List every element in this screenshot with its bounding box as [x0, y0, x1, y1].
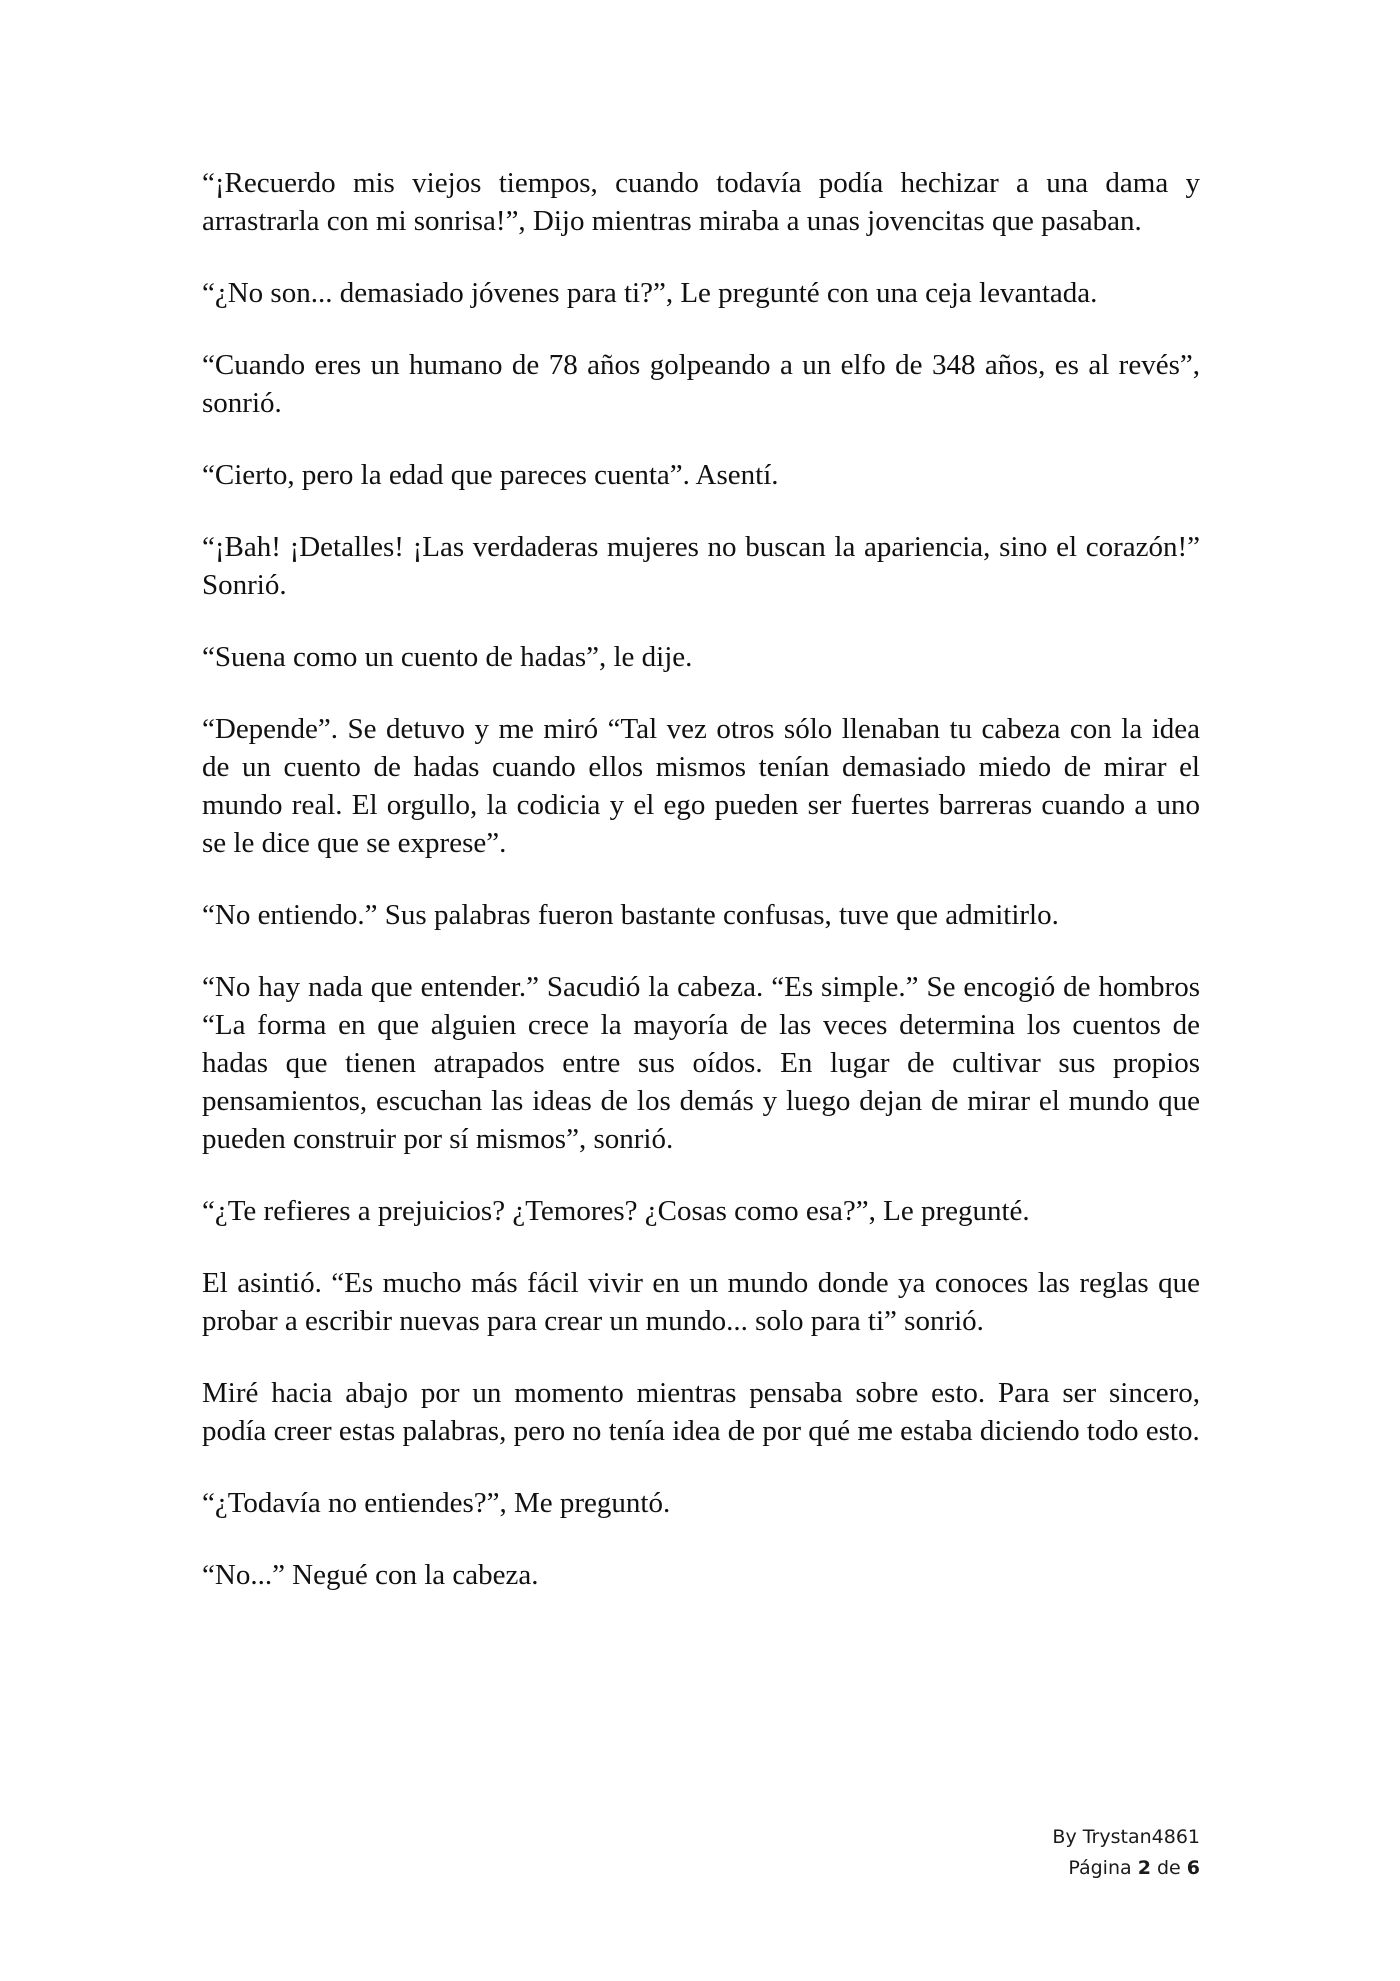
paragraph: “¿Te refieres a prejuicios? ¿Temores? ¿Cosas como esa?”, Le pregunté. — [202, 1195, 1030, 1227]
paragraph: “Depende”. Se detuvo y me miró “Tal vez otros sólo llenaban tu cabeza con la idea de un cuento de hadas cuando ellos mismos tenían demasiado miedo de mirar el mundo real. El orgullo, la codicia y el ego pueden ser fuertes barreras cuando a uno se le dice que se exprese”. — [202, 713, 1200, 859]
paragraph: “¡Recuerdo mis viejos tiempos, cuando todavía podía hechizar a una dama y arrastrarla con mi sonrisa!”, Dijo mientras miraba a unas jovencitas que pasaban. — [202, 167, 1200, 237]
body-text — [202, 164, 1200, 1628]
page-footer — [1052, 1822, 1200, 1884]
paragraph: “No hay nada que entender.” Sacudió la cabeza. “Es simple.” Se encogió de hombros “La forma en que alguien crece la mayoría de las veces determina los cuentos de hadas que tienen atrapados entre sus oídos. En lugar de cultivar sus propios pensamientos, escuchan las ideas de los demás y luego dejan de mirar el mundo que pueden construir por sí mismos”, sonrió. — [202, 971, 1200, 1155]
paragraph: “Cierto, pero la edad que pareces cuenta”. Asentí. — [202, 459, 779, 491]
paragraph: “Cuando eres un humano de 78 años golpeando a un elfo de 348 años, es al revés”, sonrió. — [202, 349, 1200, 419]
page-indicator — [1052, 1853, 1200, 1884]
paragraph: “¿No son... demasiado jóvenes para ti?”, Le pregunté con una ceja levantada. — [202, 277, 1098, 309]
page-number: 2 — [1137, 1857, 1151, 1879]
paragraph: El asintió. “Es mucho más fácil vivir en un mundo donde ya conoces las reglas que probar a escribir nuevas para crear un mundo... solo para ti” sonrió. — [202, 1267, 1200, 1337]
paragraph: “¿Todavía no entiendes?”, Me preguntó. — [202, 1487, 671, 1519]
page-label: Página — [1068, 1857, 1132, 1879]
author-credit: By Trystan4861 — [1052, 1826, 1200, 1848]
paragraph: “Suena como un cuento de hadas”, le dije. — [202, 641, 693, 673]
total-pages: 6 — [1186, 1857, 1200, 1879]
paragraph: “No entiendo.” Sus palabras fueron bastante confusas, tuve que admitirlo. — [202, 899, 1059, 931]
paragraph: “No...” Negué con la cabeza. — [202, 1559, 539, 1591]
paragraph: “¡Bah! ¡Detalles! ¡Las verdaderas mujeres no buscan la apariencia, sino el corazón!” Sonrió. — [202, 531, 1200, 601]
of-label: de — [1156, 1857, 1181, 1879]
paragraph: Miré hacia abajo por un momento mientras pensaba sobre esto. Para ser sincero, podía creer estas palabras, pero no tenía idea de por qué me estaba diciendo todo esto. — [202, 1377, 1200, 1447]
